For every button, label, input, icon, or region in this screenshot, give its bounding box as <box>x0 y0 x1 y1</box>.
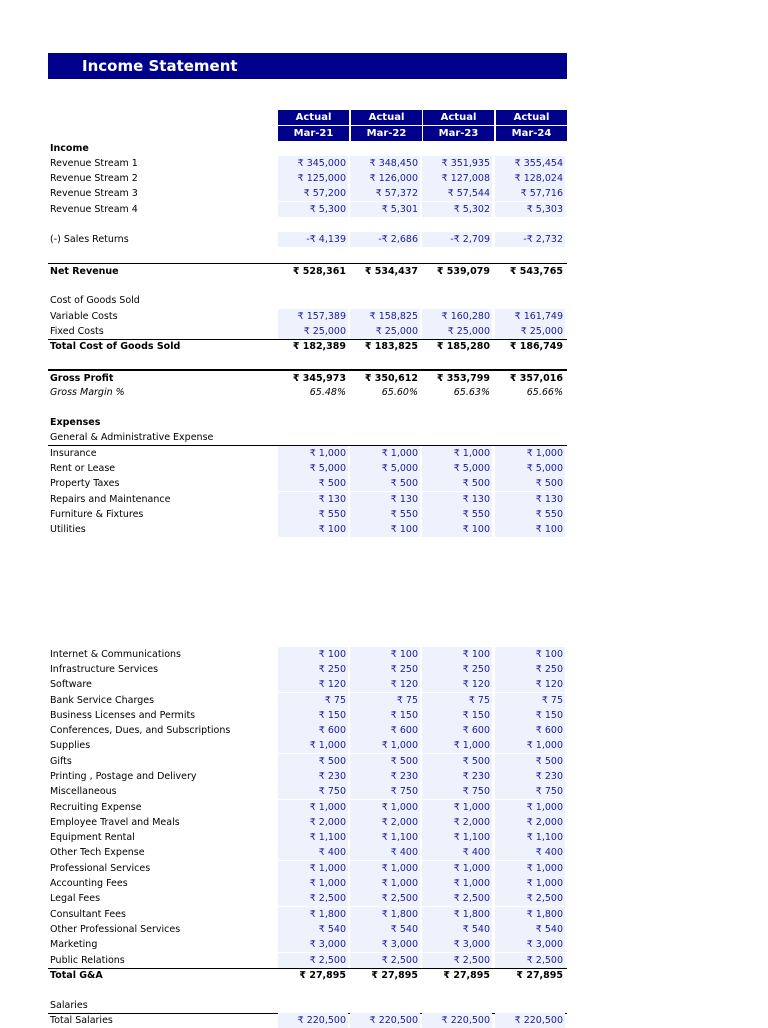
table-row <box>48 476 567 491</box>
value-cell[interactable]: ₹ 130 <box>278 492 348 507</box>
value-cell[interactable]: ₹ 220,500 <box>495 1013 565 1028</box>
table-row <box>48 769 567 784</box>
row-label-recruiting-expense: Recruiting Expense <box>50 802 142 813</box>
value-cell[interactable]: ₹ 500 <box>350 476 420 491</box>
value-cell[interactable]: ₹ 1,000 <box>495 800 565 815</box>
value-cell[interactable]: ₹ 1,000 <box>350 861 420 876</box>
table-row <box>48 907 567 922</box>
value-cell[interactable]: ₹ 75 <box>350 693 420 708</box>
value-cell[interactable]: ₹ 1,000 <box>278 800 348 815</box>
row-label-software: Software <box>50 679 92 690</box>
value-cell[interactable]: ₹ 400 <box>495 845 565 860</box>
value-cell[interactable]: ₹ 351,935 <box>422 156 492 171</box>
row-label-rent-or-lease: Rent or Lease <box>50 463 116 474</box>
value-cell[interactable]: ₹ 1,100 <box>278 830 348 845</box>
value-cell[interactable]: ₹ 600 <box>350 723 420 738</box>
value-cell[interactable]: ₹ 1,800 <box>495 907 565 922</box>
row-label-cost-of-goods-sold: Cost of Goods Sold <box>50 295 140 306</box>
value-cell[interactable]: ₹ 3,000 <box>422 937 492 952</box>
value-cell[interactable]: ₹ 1,000 <box>278 446 348 461</box>
value-cell[interactable]: ₹ 1,000 <box>350 876 420 891</box>
value-cell[interactable]: ₹ 1,000 <box>495 738 565 753</box>
value-cell: ₹ 528,361 <box>292 266 346 277</box>
table-row <box>48 937 567 952</box>
table-row <box>48 202 567 217</box>
value-cell[interactable]: ₹ 25,000 <box>278 324 348 339</box>
value-cell[interactable]: ₹ 230 <box>278 769 348 784</box>
value-cell[interactable]: ₹ 120 <box>495 677 565 692</box>
row-label-revenue-stream-2: Revenue Stream 2 <box>50 173 138 184</box>
row-label-business-licenses-and-permits: Business Licenses and Permits <box>50 710 196 721</box>
value-cell[interactable]: ₹ 500 <box>495 754 565 769</box>
row-label-accounting-fees: Accounting Fees <box>50 878 128 889</box>
table-row <box>48 815 567 830</box>
value-cell[interactable]: ₹ 500 <box>278 476 348 491</box>
column-header-actual-4: Actual <box>496 110 567 125</box>
row-label-sales-returns: (-) Sales Returns <box>50 234 129 245</box>
value-cell[interactable]: ₹ 1,000 <box>278 861 348 876</box>
value-cell[interactable]: ₹ 158,825 <box>350 309 420 324</box>
value-cell: ₹ 183,825 <box>364 341 418 352</box>
value-cell[interactable]: ₹ 57,716 <box>495 186 565 201</box>
value-cell[interactable]: ₹ 2,500 <box>495 953 565 968</box>
table-row <box>48 507 567 522</box>
value-cell: ₹ 186,749 <box>509 341 563 352</box>
row-label-expenses: Expenses <box>50 417 101 428</box>
table-row <box>48 723 567 738</box>
value-cell[interactable]: -₹ 2,732 <box>495 232 565 247</box>
value-cell[interactable]: ₹ 120 <box>422 677 492 692</box>
value-cell[interactable]: ₹ 500 <box>422 476 492 491</box>
value-cell[interactable]: ₹ 1,000 <box>422 861 492 876</box>
value-cell[interactable]: ₹ 5,000 <box>350 461 420 476</box>
value-cell[interactable]: ₹ 125,000 <box>278 171 348 186</box>
value-cell[interactable]: ₹ 345,000 <box>278 156 348 171</box>
value-cell[interactable]: ₹ 550 <box>495 507 565 522</box>
table-row <box>48 141 567 156</box>
value-cell[interactable]: -₹ 2,709 <box>422 232 492 247</box>
value-cell: ₹ 534,437 <box>364 266 418 277</box>
row-label-employee-travel-and-meals: Employee Travel and Meals <box>50 817 180 828</box>
value-cell[interactable]: ₹ 2,000 <box>495 815 565 830</box>
value-cell[interactable]: ₹ 500 <box>422 754 492 769</box>
value-cell: ₹ 543,765 <box>509 266 563 277</box>
table-row <box>48 693 567 708</box>
value-cell[interactable]: ₹ 5,301 <box>350 202 420 217</box>
table-row <box>48 784 567 799</box>
value-cell[interactable]: ₹ 120 <box>278 677 348 692</box>
value-cell[interactable]: ₹ 220,500 <box>350 1013 420 1028</box>
table-row <box>48 492 567 507</box>
value-cell[interactable]: ₹ 2,000 <box>350 815 420 830</box>
value-cell[interactable]: ₹ 57,372 <box>350 186 420 201</box>
row-label-general-administrative-expense: General & Administrative Expense <box>50 432 214 443</box>
value-cell[interactable]: ₹ 5,302 <box>422 202 492 217</box>
table-row <box>48 522 567 537</box>
value-cell[interactable]: ₹ 150 <box>495 708 565 723</box>
table-row <box>48 430 567 446</box>
value-cell: ₹ 357,016 <box>509 373 563 384</box>
value-cell[interactable]: ₹ 550 <box>350 507 420 522</box>
value-cell[interactable]: ₹ 120 <box>350 677 420 692</box>
value-cell[interactable]: ₹ 500 <box>350 754 420 769</box>
value-cell[interactable]: ₹ 5,000 <box>422 461 492 476</box>
value-cell[interactable]: ₹ 1,800 <box>350 907 420 922</box>
column-header-period-3: Mar-23 <box>423 126 494 141</box>
table-row <box>48 309 567 324</box>
value-cell: ₹ 27,895 <box>516 970 563 981</box>
value-cell[interactable]: ₹ 250 <box>278 662 348 677</box>
row-label-fixed-costs: Fixed Costs <box>50 326 104 337</box>
value-cell[interactable]: ₹ 600 <box>495 723 565 738</box>
value-cell[interactable]: ₹ 250 <box>495 662 565 677</box>
row-label-conferences-dues-and-subscriptions: Conferences, Dues, and Subscriptions <box>50 725 231 736</box>
value-cell: ₹ 350,612 <box>364 373 418 384</box>
column-header-actual-3: Actual <box>423 110 494 125</box>
value-cell[interactable]: ₹ 150 <box>422 708 492 723</box>
table-row <box>48 1013 567 1028</box>
value-cell[interactable]: ₹ 1,000 <box>350 800 420 815</box>
column-header-period-4: Mar-24 <box>496 126 567 141</box>
value-cell[interactable]: ₹ 540 <box>350 922 420 937</box>
value-cell[interactable]: ₹ 100 <box>278 522 348 537</box>
value-cell[interactable]: ₹ 1,000 <box>422 738 492 753</box>
value-cell[interactable]: ₹ 220,500 <box>422 1013 492 1028</box>
value-cell: 65.60% <box>381 387 418 398</box>
row-label-revenue-stream-3: Revenue Stream 3 <box>50 188 138 199</box>
sheet-title: Income Statement <box>48 53 567 79</box>
value-cell[interactable]: ₹ 157,389 <box>278 309 348 324</box>
table-row <box>48 953 567 969</box>
value-cell[interactable]: ₹ 161,749 <box>495 309 565 324</box>
value-cell[interactable]: ₹ 1,000 <box>422 800 492 815</box>
table-row <box>48 754 567 769</box>
table-row <box>48 968 567 983</box>
value-cell[interactable]: ₹ 5,303 <box>495 202 565 217</box>
value-cell[interactable]: ₹ 2,500 <box>278 891 348 906</box>
row-label-consultant-fees: Consultant Fees <box>50 909 126 920</box>
value-cell[interactable]: ₹ 126,000 <box>350 171 420 186</box>
value-cell[interactable]: ₹ 2,000 <box>422 815 492 830</box>
table-row <box>48 369 567 384</box>
value-cell[interactable]: ₹ 2,000 <box>278 815 348 830</box>
table-row <box>48 800 567 815</box>
row-label-repairs-and-maintenance: Repairs and Maintenance <box>50 494 171 505</box>
row-label-salaries: Salaries <box>50 1000 88 1011</box>
value-cell: ₹ 185,280 <box>436 341 490 352</box>
value-cell[interactable]: ₹ 348,450 <box>350 156 420 171</box>
row-label-gross-margin: Gross Margin % <box>50 387 125 398</box>
table-row <box>48 156 567 171</box>
value-cell[interactable]: ₹ 5,000 <box>495 461 565 476</box>
value-cell[interactable]: ₹ 5,300 <box>278 202 348 217</box>
row-label-other-tech-expense: Other Tech Expense <box>50 847 145 858</box>
value-cell[interactable]: ₹ 540 <box>278 922 348 937</box>
value-cell[interactable]: ₹ 130 <box>495 492 565 507</box>
value-cell[interactable]: ₹ 1,000 <box>495 446 565 461</box>
value-cell: ₹ 27,895 <box>299 970 346 981</box>
row-label-gifts: Gifts <box>50 756 72 767</box>
table-row <box>48 891 567 906</box>
value-cell[interactable]: ₹ 75 <box>278 693 348 708</box>
row-label-internet-communications: Internet & Communications <box>50 649 181 660</box>
table-row <box>48 998 567 1014</box>
value-cell[interactable]: ₹ 1,000 <box>495 876 565 891</box>
row-label-equipment-rental: Equipment Rental <box>50 832 135 843</box>
value-cell[interactable]: ₹ 1,000 <box>422 446 492 461</box>
value-cell[interactable]: ₹ 550 <box>278 507 348 522</box>
value-cell[interactable]: ₹ 400 <box>422 845 492 860</box>
value-cell[interactable]: ₹ 100 <box>495 647 565 662</box>
table-row <box>48 263 567 278</box>
value-cell: ₹ 182,389 <box>292 341 346 352</box>
value-cell[interactable]: ₹ 2,500 <box>350 953 420 968</box>
value-cell[interactable]: ₹ 25,000 <box>422 324 492 339</box>
row-label-revenue-stream-1: Revenue Stream 1 <box>50 158 138 169</box>
row-label-infrastructure-services: Infrastructure Services <box>50 664 159 675</box>
value-cell[interactable]: ₹ 2,500 <box>495 891 565 906</box>
value-cell[interactable]: ₹ 600 <box>422 723 492 738</box>
value-cell[interactable]: ₹ 355,454 <box>495 156 565 171</box>
value-cell[interactable]: -₹ 2,686 <box>350 232 420 247</box>
value-cell[interactable]: ₹ 1,800 <box>422 907 492 922</box>
value-cell[interactable]: ₹ 220,500 <box>278 1013 348 1028</box>
row-label-other-professional-services: Other Professional Services <box>50 924 181 935</box>
column-header-period-1: Mar-21 <box>278 126 349 141</box>
table-row <box>48 232 567 247</box>
value-cell[interactable]: ₹ 400 <box>278 845 348 860</box>
row-label-bank-service-charges: Bank Service Charges <box>50 695 155 706</box>
value-cell: ₹ 539,079 <box>436 266 490 277</box>
row-label-miscellaneous: Miscellaneous <box>50 786 117 797</box>
table-row <box>48 446 567 461</box>
value-cell: ₹ 345,973 <box>292 373 346 384</box>
value-cell[interactable]: ₹ 75 <box>495 693 565 708</box>
row-label-revenue-stream-4: Revenue Stream 4 <box>50 204 138 215</box>
value-cell[interactable]: ₹ 1,000 <box>350 446 420 461</box>
value-cell[interactable]: ₹ 100 <box>422 522 492 537</box>
row-label-public-relations: Public Relations <box>50 955 125 966</box>
value-cell[interactable]: ₹ 100 <box>350 522 420 537</box>
value-cell: ₹ 27,895 <box>443 970 490 981</box>
value-cell[interactable]: ₹ 400 <box>350 845 420 860</box>
value-cell[interactable]: ₹ 750 <box>278 784 348 799</box>
value-cell[interactable]: ₹ 25,000 <box>350 324 420 339</box>
value-cell: 65.66% <box>526 387 563 398</box>
value-cell[interactable]: ₹ 230 <box>422 769 492 784</box>
value-cell[interactable]: ₹ 150 <box>350 708 420 723</box>
table-row <box>48 385 567 400</box>
value-cell[interactable]: ₹ 100 <box>495 522 565 537</box>
row-label-insurance: Insurance <box>50 448 97 459</box>
value-cell: 65.63% <box>453 387 490 398</box>
row-label-property-taxes: Property Taxes <box>50 478 120 489</box>
row-label-supplies: Supplies <box>50 740 91 751</box>
value-cell[interactable]: ₹ 130 <box>350 492 420 507</box>
table-row <box>48 876 567 891</box>
value-cell[interactable]: ₹ 100 <box>422 647 492 662</box>
value-cell[interactable]: ₹ 750 <box>495 784 565 799</box>
value-cell[interactable]: ₹ 100 <box>278 647 348 662</box>
value-cell[interactable]: ₹ 1,800 <box>278 907 348 922</box>
value-cell[interactable]: ₹ 1,000 <box>350 738 420 753</box>
value-cell[interactable]: ₹ 2,500 <box>422 891 492 906</box>
column-header-actual-2: Actual <box>351 110 422 125</box>
value-cell: ₹ 27,895 <box>371 970 418 981</box>
value-cell[interactable]: ₹ 127,008 <box>422 171 492 186</box>
table-row <box>48 186 567 201</box>
value-cell[interactable]: ₹ 2,500 <box>422 953 492 968</box>
row-label-total-cost-of-goods-sold: Total Cost of Goods Sold <box>50 341 181 352</box>
value-cell[interactable]: ₹ 130 <box>422 492 492 507</box>
table-row <box>48 922 567 937</box>
row-label-professional-services: Professional Services <box>50 863 151 874</box>
table-row <box>48 708 567 723</box>
value-cell[interactable]: ₹ 5,000 <box>278 461 348 476</box>
table-row <box>48 677 567 692</box>
row-label-legal-fees: Legal Fees <box>50 893 101 904</box>
value-cell[interactable]: -₹ 4,139 <box>278 232 348 247</box>
table-row <box>48 293 567 308</box>
value-cell[interactable]: ₹ 540 <box>422 922 492 937</box>
value-cell[interactable]: ₹ 750 <box>422 784 492 799</box>
value-cell[interactable]: ₹ 250 <box>422 662 492 677</box>
value-cell[interactable]: ₹ 75 <box>422 693 492 708</box>
value-cell[interactable]: ₹ 500 <box>278 754 348 769</box>
value-cell[interactable]: ₹ 57,544 <box>422 186 492 201</box>
row-label-net-revenue: Net Revenue <box>50 266 119 277</box>
table-row <box>48 324 567 340</box>
value-cell[interactable]: ₹ 230 <box>495 769 565 784</box>
value-cell[interactable]: ₹ 540 <box>495 922 565 937</box>
value-cell[interactable]: ₹ 1,100 <box>350 830 420 845</box>
value-cell[interactable]: ₹ 57,200 <box>278 186 348 201</box>
table-row <box>48 171 567 186</box>
row-label-total-salaries: Total Salaries <box>50 1015 113 1026</box>
row-label-marketing: Marketing <box>50 939 98 950</box>
value-cell[interactable]: ₹ 100 <box>350 647 420 662</box>
table-row <box>48 738 567 753</box>
row-label-utilities: Utilities <box>50 524 86 535</box>
value-cell[interactable]: ₹ 1,100 <box>422 830 492 845</box>
table-row <box>48 861 567 876</box>
row-label-furniture-fixtures: Furniture & Fixtures <box>50 509 144 520</box>
row-label-variable-costs: Variable Costs <box>50 311 118 322</box>
value-cell: ₹ 353,799 <box>436 373 490 384</box>
table-row <box>48 647 567 662</box>
value-cell[interactable]: ₹ 750 <box>350 784 420 799</box>
value-cell[interactable]: ₹ 1,000 <box>495 861 565 876</box>
table-row <box>48 830 567 845</box>
row-label-gross-profit: Gross Profit <box>50 373 114 384</box>
value-cell[interactable]: ₹ 3,000 <box>495 937 565 952</box>
value-cell[interactable]: ₹ 550 <box>422 507 492 522</box>
value-cell[interactable]: ₹ 128,024 <box>495 171 565 186</box>
table-row <box>48 415 567 430</box>
value-cell[interactable]: ₹ 3,000 <box>350 937 420 952</box>
value-cell[interactable]: ₹ 2,500 <box>278 953 348 968</box>
value-cell[interactable]: ₹ 1,000 <box>278 738 348 753</box>
table-row <box>48 339 567 354</box>
row-label-total-g-a: Total G&A <box>50 970 103 981</box>
value-cell[interactable]: ₹ 500 <box>495 476 565 491</box>
value-cell[interactable]: ₹ 250 <box>350 662 420 677</box>
value-cell[interactable]: ₹ 2,500 <box>350 891 420 906</box>
column-header-period-2: Mar-22 <box>351 126 422 141</box>
value-cell[interactable]: ₹ 3,000 <box>278 937 348 952</box>
table-row <box>48 845 567 860</box>
value-cell[interactable]: ₹ 230 <box>350 769 420 784</box>
value-cell[interactable]: ₹ 25,000 <box>495 324 565 339</box>
row-label-printing-postage-and-delivery: Printing , Postage and Delivery <box>50 771 197 782</box>
value-cell[interactable]: ₹ 1,000 <box>278 876 348 891</box>
table-row <box>48 662 567 677</box>
value-cell: 65.48% <box>309 387 346 398</box>
row-label-income: Income <box>50 143 89 154</box>
table-row <box>48 461 567 476</box>
value-cell[interactable]: ₹ 1,100 <box>495 830 565 845</box>
value-cell[interactable]: ₹ 600 <box>278 723 348 738</box>
value-cell[interactable]: ₹ 1,000 <box>422 876 492 891</box>
value-cell[interactable]: ₹ 160,280 <box>422 309 492 324</box>
value-cell[interactable]: ₹ 150 <box>278 708 348 723</box>
column-header-actual-1: Actual <box>278 110 349 125</box>
